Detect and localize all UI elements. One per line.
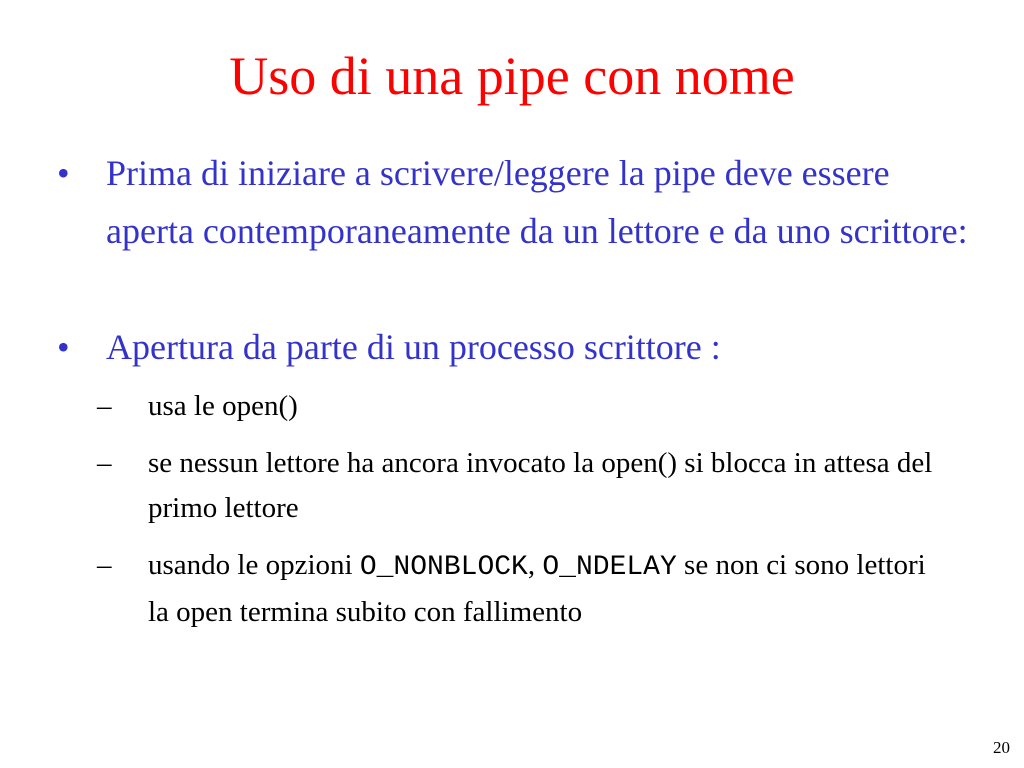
option-text-before: usando le opzioni <box>148 549 360 581</box>
sub-bullet-text: usa le open() <box>148 390 298 422</box>
bullet-icon: • <box>57 327 70 367</box>
slide-title: Uso di una pipe con nome <box>229 46 795 106</box>
sub-bullet-text <box>148 543 938 635</box>
option-separator: , <box>527 549 543 581</box>
dash-icon: – <box>97 549 112 581</box>
sub-bullet-text: se nessun lettore ha ancora invocato la open() si blocca in attesa del primo lettore <box>148 447 933 524</box>
code-o-nonblock: O_NONBLOCK <box>359 552 528 583</box>
page-number: 20 <box>993 738 1010 757</box>
bullet-icon: • <box>57 153 70 193</box>
option-text-after: se non ci sono lettori la open termina subito con fallimento <box>148 549 926 628</box>
dash-icon: – <box>97 447 112 479</box>
dash-icon: – <box>97 390 112 422</box>
bullet-text: Prima di iniziare a scrivere/leggere la pipe deve essere aperta contemporaneamente da un lettore e da uno scrittore: <box>106 153 968 251</box>
code-o-ndelay: O_NDELAY <box>542 552 677 583</box>
bullet-text: Apertura da parte di un processo scrittore : <box>106 327 721 367</box>
